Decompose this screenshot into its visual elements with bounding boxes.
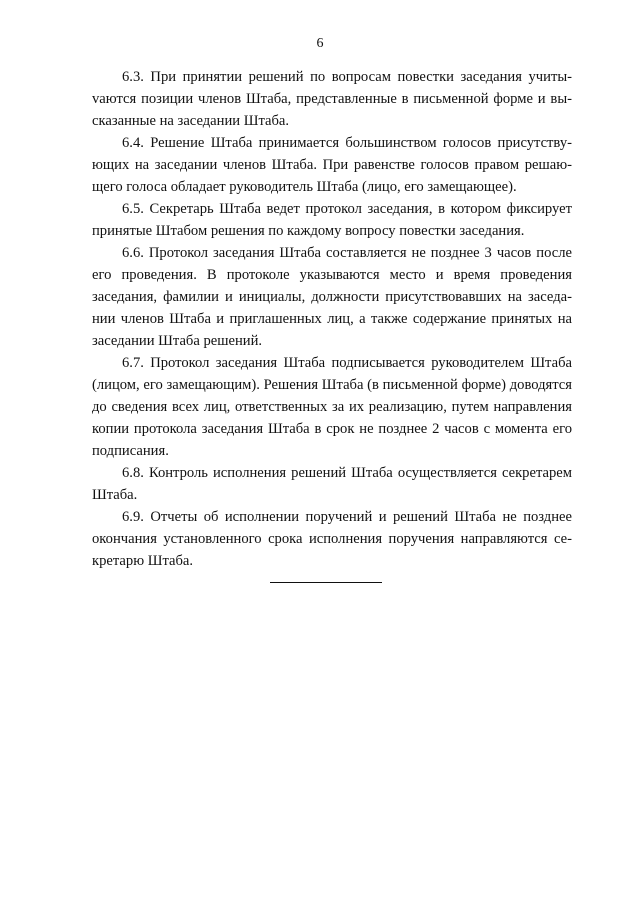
clause-6-9: 6.9. Отчеты об исполнении поручений и решений Штаба не позднее окончания установленного срока исполнения поручения направляются секретарю Штаба. [92,509,572,569]
document-body [92,66,572,583]
clause-6-6: 6.6. Протокол заседания Штаба составляется не позднее 3 часов после его проведения. В протоколе указываются место и время проведения заседания, фамилии и инициалы, должности присутствовавших на заседании членов Штаба и приглашенных лиц, а также содержание принятых на заседании Штаба решений. [92,245,572,349]
clause-6-8: 6.8. Контроль исполнения решений Штаба осуществляется секретарем Штаба. [92,465,572,503]
clause-6-4: 6.4. Решение Штаба принимается большинством голосов присутствующих на заседании членов Штаба. При равенстве голосов правом решающего голоса обладает руководитель Штаба (лицо, его замещающее). [92,135,572,195]
end-of-document-rule [270,582,382,583]
clause-6-5: 6.5. Секретарь Штаба ведет протокол заседания, в котором фиксирует принятые Штабом решения по каждому вопросу повестки заседания. [92,201,572,239]
page-number: 6 [316,36,324,51]
clause-6-3: 6.3. При принятии решений по вопросам повестки заседания учитыvаются позиции членов Штаба, представленные в письменной форме и высказанные на заседании Штаба. [92,69,572,129]
clause-6-7: 6.7. Протокол заседания Штаба подписывается руководителем Штаба (лицом, его замещающим). Решения Штаба (в письменной форме) доводятся до сведения всех лиц, ответственных за их реализацию, путем направления копии протокола заседания Штаба в срок не позднее 2 часов с момента его подписания. [92,355,572,459]
